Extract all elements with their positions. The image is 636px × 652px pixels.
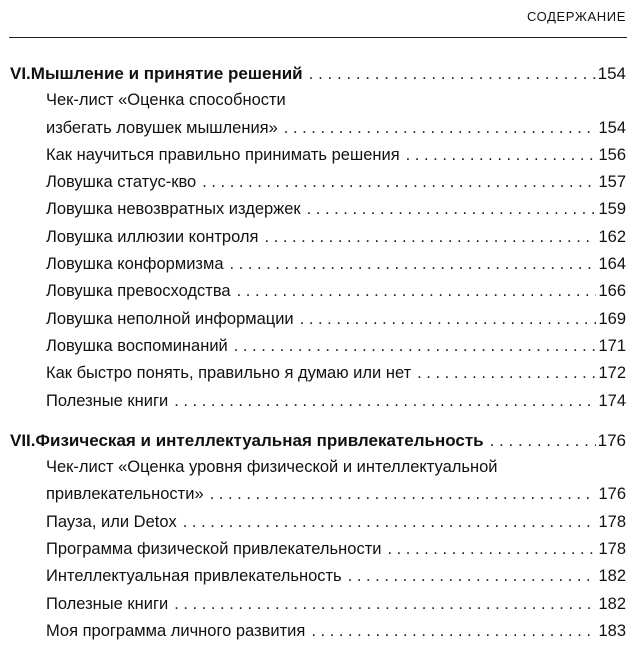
entry-title: Как быстро понять, правильно я думаю или нет <box>46 364 412 383</box>
entry-title: Программа физической привлекательности <box>46 540 382 559</box>
toc-entry <box>0 142 626 169</box>
toc-entry <box>0 388 626 415</box>
toc-entry <box>0 563 626 590</box>
dot-leader <box>284 115 597 142</box>
page-number: 169 <box>598 309 626 328</box>
entry-title: Полезные книги <box>46 391 169 410</box>
entry-title: Моя программа личного развития <box>46 621 306 640</box>
page-number: 156 <box>598 145 626 164</box>
entry-title: Ловушка иллюзии контроля <box>46 227 259 246</box>
page-number: 166 <box>598 282 626 301</box>
dot-leader <box>210 481 597 508</box>
toc-entry <box>0 278 626 305</box>
entry-title: Ловушка превосходства <box>46 282 231 301</box>
page-number: 182 <box>598 594 626 613</box>
page-number: 162 <box>598 227 626 246</box>
dot-leader <box>311 618 596 645</box>
page-number: 172 <box>598 364 626 383</box>
toc-entry <box>0 509 626 536</box>
entry-title: Чек-лист «Оценка способности <box>46 91 286 110</box>
toc-section <box>0 427 626 645</box>
entry-title: привлекательности» <box>46 485 204 504</box>
section-title-row <box>0 427 626 454</box>
entry-title: Ловушка неполной информации <box>46 309 294 328</box>
page-number: 182 <box>598 567 626 586</box>
toc-section <box>0 60 626 415</box>
dot-leader <box>202 169 596 196</box>
dot-leader <box>307 196 597 223</box>
page-number: 178 <box>598 540 626 559</box>
page-number: 178 <box>598 512 626 531</box>
toc-entry-continuation <box>0 481 626 508</box>
page-number: 157 <box>598 173 626 192</box>
page-number: 154 <box>598 118 626 137</box>
entry-title: Ловушка статус-кво <box>46 173 197 192</box>
dot-leader <box>348 563 597 590</box>
entry-title: Чек-лист «Оценка уровня физической и интеллектуальной <box>46 458 498 477</box>
entry-title: Как научиться правильно принимать решения <box>46 145 400 164</box>
section-title: Мышление и принятие решений <box>30 64 303 83</box>
page-number: 159 <box>598 200 626 219</box>
dot-leader <box>183 509 597 536</box>
toc-entry-continuation <box>0 115 626 142</box>
dot-leader <box>234 333 597 360</box>
toc-entry <box>0 360 626 387</box>
toc-entry <box>0 224 626 251</box>
entry-title: Ловушка конформизма <box>46 255 224 274</box>
dot-leader <box>490 427 596 454</box>
toc-entry <box>0 536 626 563</box>
toc-entry <box>0 618 626 645</box>
entry-title: Пауза, или Detox <box>46 512 177 531</box>
dot-leader <box>264 224 596 251</box>
entry-title: Ловушка воспоминаний <box>46 336 228 355</box>
toc-entry <box>0 333 626 360</box>
dot-leader <box>230 251 597 278</box>
entry-title: Ловушка невозвратных издержек <box>46 200 301 219</box>
toc-entry <box>0 306 626 333</box>
page-number: 171 <box>598 336 626 355</box>
toc-entry <box>0 196 626 223</box>
entry-title: Полезные книги <box>46 594 169 613</box>
running-head: СОДЕРЖАНИЕ <box>526 9 626 24</box>
entry-title: Интеллектуальная привлекательность <box>46 567 342 586</box>
dot-leader <box>417 360 596 387</box>
dot-leader <box>406 142 597 169</box>
dot-leader <box>387 536 596 563</box>
entry-title: избегать ловушек мышления» <box>46 118 278 137</box>
toc-entry <box>0 87 626 114</box>
toc-entry <box>0 251 626 278</box>
page-number: 176 <box>598 485 626 504</box>
section-number: VI. <box>10 64 31 83</box>
dot-leader <box>174 388 596 415</box>
page-number: 176 <box>597 430 626 450</box>
dot-leader <box>309 60 596 87</box>
toc-entry <box>0 591 626 618</box>
section-title: Физическая и интеллектуальная привлекательность <box>35 430 484 450</box>
dot-leader <box>237 278 597 305</box>
page-number: 164 <box>598 255 626 274</box>
dot-leader <box>300 306 597 333</box>
table-of-contents <box>0 60 626 645</box>
toc-entry <box>0 169 626 196</box>
section-title-row <box>0 60 626 87</box>
page-number: 174 <box>598 391 626 410</box>
section-number: VII. <box>10 430 36 450</box>
page-number: 154 <box>597 64 626 83</box>
toc-entry <box>0 454 626 481</box>
page-number: 183 <box>598 621 626 640</box>
header-rule <box>9 37 627 38</box>
dot-leader <box>174 591 596 618</box>
